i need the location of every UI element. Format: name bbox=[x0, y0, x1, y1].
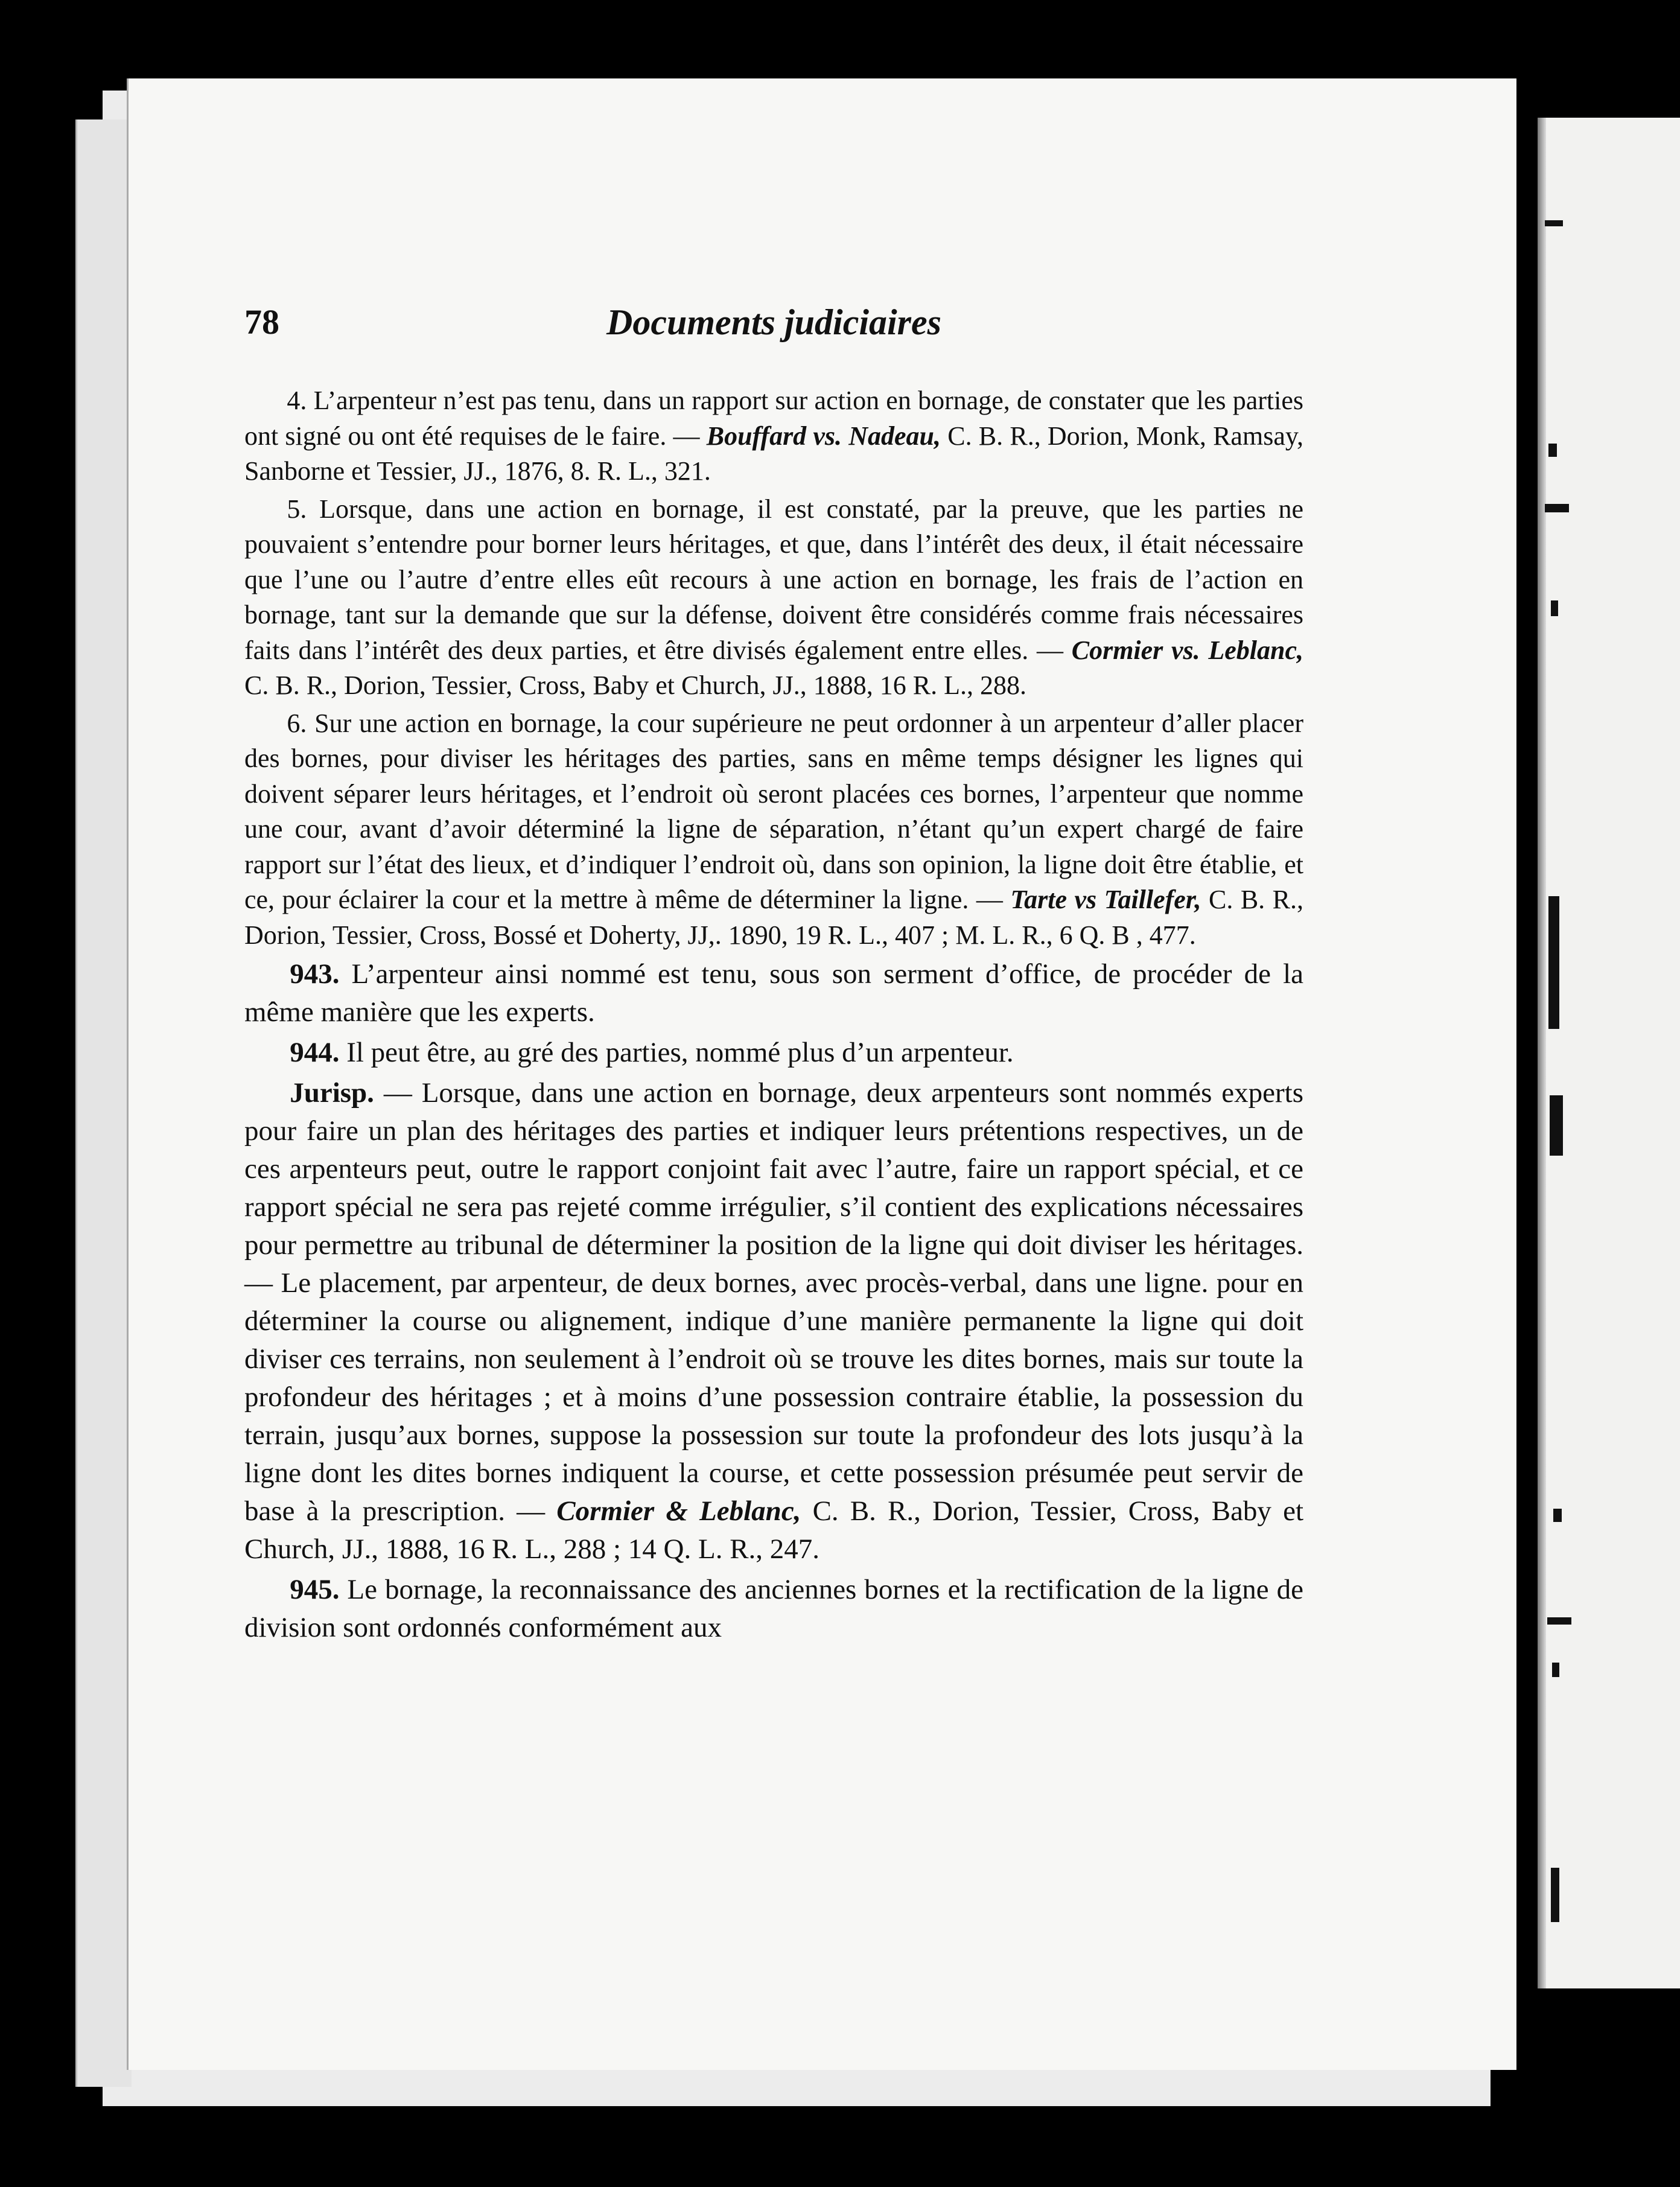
jurisprudence-text: — Lorsque, dans une action en bornage, deux arpenteurs sont nommés experts pour faire un plan des héritages des parties et indiquer leurs prétentions respectives, un de ces arpenteurs peut, outre le rapport conjoint fait avec l’autre, faire un rapport spécial, et ce rapport spécial ne sera pas rejeté comme irrégulier, s’il contient des explications nécessaires pour permettre au tribunal de déterminer la position de la ligne qui doit diviser les héritages. — Le placement, par arpenteur, de deux bornes, avec procès-verbal, dans une ligne. pour en déterminer la course ou alignement, indique d’une manière permanente la ligne qui doit diviser ces terrains, non seulement à l’endroit où se trouve les dites bornes, mais sur toute la profondeur des héritages ; et à moins d’une possession contraire établie, la possession du terrain, jusqu’aux bornes, suppose la possession sur toute la profondeur des lots jusqu’à la ligne dont les dites bornes indiquent la course, et cette possession présumée peut servir de base à la prescription. — bbox=[244, 1077, 1303, 1527]
article-943 bbox=[244, 955, 1303, 1031]
article-number: 943. bbox=[290, 958, 340, 990]
note-text: 4. L’arpenteur n’est pas tenu, dans un rapport sur action en bornage, de constater que les parties ont signé ou ont été requises de le faire. — bbox=[244, 386, 1303, 451]
article-text: Le bornage, la reconnaissance des anciennes bornes et la rectification de la ligne de division sont ordonnés conformément aux bbox=[244, 1574, 1303, 1643]
note-6 bbox=[244, 706, 1303, 953]
note-citation: C. B. R., Dorion, Tessier, Cross, Bossé et Doherty, JJ,. 1890, 19 R. L., 407 ; M. L. R., 6 Q. B , 477. bbox=[244, 885, 1303, 950]
note-text: 6. Sur une action en bornage, la cour supérieure ne peut ordonner à un arpenteur d’aller placer des bornes, pour diviser les héritages des parties, sans en même temps désigner les lignes qui doivent séparer leurs héritages, et l’endroit où seront placées ces bornes, l’arpenteur que nomme une cour, avant d’avoir déterminé la ligne de séparation, n’étant qu’un expert chargé de faire rapport sur l’état des lieux, et d’indiquer l’endroit où, dans son opinion, la ligne doit être établie, et ce, pour éclairer la cour et la mettre à même de déterminer la ligne. — bbox=[244, 708, 1303, 914]
note-text: 5. Lorsque, dans une action en bornage, il est constaté, par la preuve, que les parties ne pouvaient s’entendre pour borner leurs héritages, et que, dans l’intérêt des deux, il était nécessaire que l’une ou l’autre d’entre elles eût recours à une action en bornage, les frais de l’action en bornage, tant sur la demande que sur la défense, doivent être considérés comme frais nécessaires faits dans l’intérêt des deux parties, et être divisés également entre elles. — bbox=[244, 494, 1303, 665]
ink-mark bbox=[1552, 1663, 1559, 1677]
running-title: Documents judiciaires bbox=[606, 302, 942, 342]
article-945 bbox=[244, 1571, 1303, 1647]
ink-mark bbox=[1545, 220, 1563, 226]
article-number: 944. bbox=[290, 1037, 340, 1068]
jurisprudence bbox=[244, 1074, 1303, 1568]
facing-page-edge bbox=[1538, 118, 1680, 1988]
page-content bbox=[244, 302, 1303, 1649]
jurisprudence-citation: C. B. R., Dorion, Tessier, Cross, Baby et Church, JJ., 1888, 16 R. L., 288 ; 14 Q. L. R., 247. bbox=[244, 1495, 1304, 1565]
page-number: 78 bbox=[244, 302, 279, 342]
note-5 bbox=[244, 492, 1303, 704]
ink-mark bbox=[1545, 504, 1569, 512]
case-name: Tarte vs Taillefer, bbox=[1010, 885, 1201, 914]
case-name: Cormier & Leblanc, bbox=[556, 1495, 801, 1527]
article-number: 945. bbox=[290, 1574, 340, 1605]
article-text: L’arpenteur ainsi nommé est tenu, sous son serment d’office, de procéder de la même manière que les experts. bbox=[244, 958, 1303, 1028]
page-gutter bbox=[1538, 118, 1546, 1988]
ink-mark bbox=[1548, 444, 1557, 457]
ink-mark bbox=[1551, 600, 1558, 616]
note-citation: C. B. R., Dorion, Monk, Ramsay, Sanborne et Tessier, JJ., 1876, 8. R. L., 321. bbox=[244, 421, 1303, 486]
case-name: Bouffard vs. Nadeau, bbox=[706, 421, 941, 451]
note-citation: C. B. R., Dorion, Tessier, Cross, Baby et Church, JJ., 1888, 16 R. L., 288. bbox=[244, 670, 1027, 700]
ink-mark bbox=[1550, 1095, 1563, 1156]
page-stack-edge-left bbox=[75, 119, 132, 2087]
article-944 bbox=[244, 1034, 1303, 1072]
article-text: Il peut être, au gré des parties, nommé plus d’un arpenteur. bbox=[339, 1037, 1014, 1068]
ink-mark bbox=[1551, 1868, 1559, 1922]
case-name: Cormier vs. Leblanc, bbox=[1071, 635, 1304, 665]
page-header bbox=[244, 302, 1303, 356]
ink-mark bbox=[1548, 896, 1559, 1029]
ink-mark bbox=[1553, 1509, 1562, 1522]
ink-mark bbox=[1547, 1617, 1571, 1625]
jurisprudence-label: Jurisp. bbox=[290, 1077, 374, 1109]
note-4 bbox=[244, 383, 1303, 489]
